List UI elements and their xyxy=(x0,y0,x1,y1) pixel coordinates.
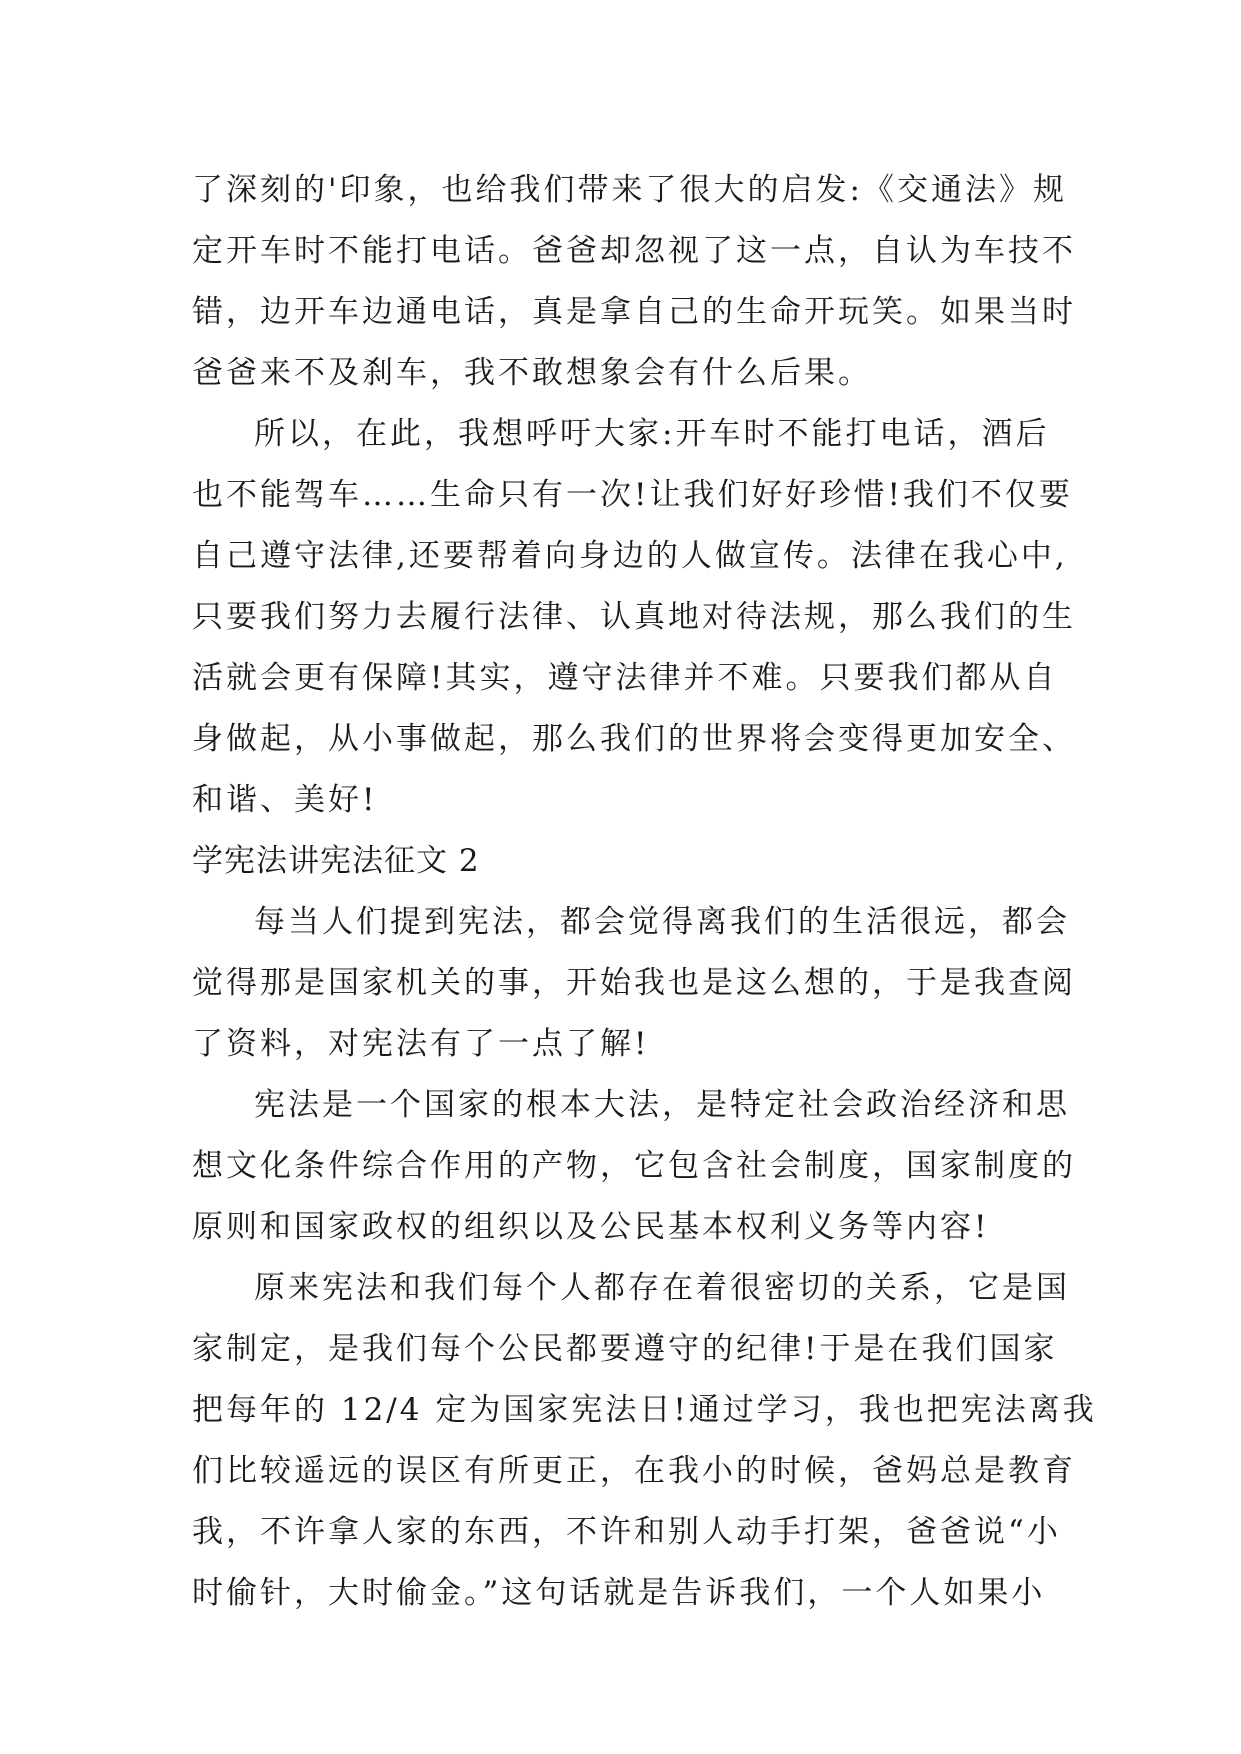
text-line: 原则和国家政权的组织以及公民基本权利义务等内容! xyxy=(192,1209,990,1245)
text-line: 和谐、美好! xyxy=(192,782,378,818)
text-line: 们比较遥远的误区有所更正，在我小的时候，爸妈总是教育 xyxy=(192,1453,1076,1489)
text-line: 把每年的 12/4 定为国家宪法日!通过学习，我也把宪法离我 xyxy=(192,1392,1097,1428)
text-line: 错，边开车边通电话，真是拿自己的生命开玩笑。如果当时 xyxy=(192,294,1076,330)
text-line: 只要我们努力去履行法律、认真地对待法规，那么我们的生 xyxy=(192,599,1076,635)
text-line: 所以，在此，我想呼吁大家:开车时不能打电话，酒后 xyxy=(254,416,1050,452)
text-line: 想文化条件综合作用的产物，它包含社会制度，国家制度的 xyxy=(192,1148,1076,1184)
text-line: 宪法是一个国家的根本大法，是特定社会政治经济和思 xyxy=(254,1087,1070,1123)
text-line: 活就会更有保障!其实，遵守法律并不难。只要我们都从自 xyxy=(192,660,1058,696)
text-line: 了资料，对宪法有了一点了解! xyxy=(192,1026,650,1062)
text-line: 原来宪法和我们每个人都存在着很密切的关系，它是国 xyxy=(254,1270,1070,1306)
text-line: 自己遵守法律,还要帮着向身边的人做宣传。法律在我心中, xyxy=(192,538,1068,574)
text-line: 每当人们提到宪法，都会觉得离我们的生活很远，都会 xyxy=(254,904,1070,940)
text-line: 身做起，从小事做起，那么我们的世界将会变得更加安全、 xyxy=(192,721,1076,757)
document-body xyxy=(192,160,1097,1624)
text-line: 家制定，是我们每个公民都要遵守的纪律!于是在我们国家 xyxy=(192,1331,1058,1367)
section-heading: 学宪法讲宪法征文 2 xyxy=(192,843,480,879)
text-line: 爸爸来不及刹车，我不敢想象会有什么后果。 xyxy=(192,355,872,391)
text-line: 时偷针，大时偷金。”这句话就是告诉我们，一个人如果小 xyxy=(192,1575,1046,1611)
text-line: 我，不许拿人家的东西，不许和别人动手打架，爸爸说“小 xyxy=(192,1514,1061,1550)
text-line: 定开车时不能打电话。爸爸却忽视了这一点，自认为车技不 xyxy=(192,233,1076,269)
text-line: 也不能驾车……生命只有一次!让我们好好珍惜!我们不仅要 xyxy=(192,477,1073,513)
text-line: 觉得那是国家机关的事，开始我也是这么想的，于是我查阅 xyxy=(192,965,1076,1001)
text-line: 了深刻的'印象，也给我们带来了很大的启发:《交通法》规 xyxy=(192,172,1067,208)
